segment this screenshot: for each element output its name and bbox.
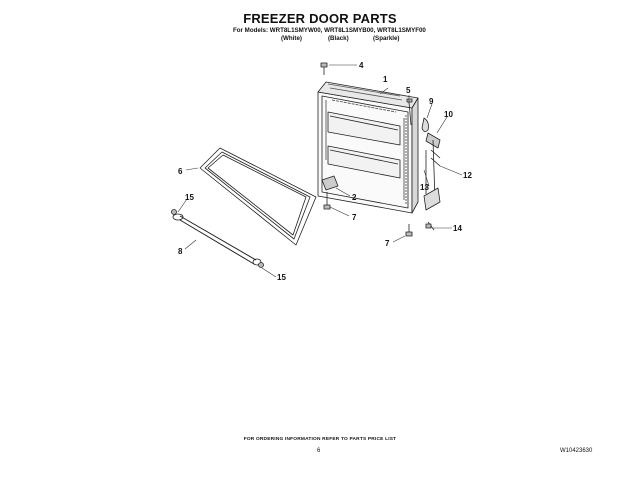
screws-part-12 [431,150,440,166]
callout-15-left: 15 [185,193,194,202]
color-sparkle-label: (Sparkle) [373,35,400,42]
callout-2: 2 [352,193,357,202]
page-title: FREEZER DOOR PARTS [243,11,397,26]
callout-7-right: 7 [385,239,390,248]
page-number: 6 [317,448,321,454]
screw-part-14 [426,222,434,230]
door-gasket [200,148,316,245]
callout-9: 9 [429,97,434,106]
screw-part-4 [321,63,327,75]
callout-7-center: 7 [352,213,357,222]
hinge-pin-part-9 [422,118,429,132]
document-id: W10423630 [560,448,593,454]
callout-14: 14 [453,224,462,233]
color-white-label: (White) [281,35,302,42]
callout-5: 5 [406,86,411,95]
callout-10: 10 [444,110,453,119]
callout-1: 1 [383,75,388,84]
handle-screw-15 [172,210,264,268]
callout-15-right: 15 [277,273,286,282]
ordering-note: FOR ORDERING INFORMATION REFER TO PARTS PRICE LIST [243,437,397,442]
freezer-door-panel [318,82,418,213]
color-black-label: (Black) [328,35,349,42]
models-line: For Models: WRT8L1SMYW00, WRT8L1SMYB00, WRT8L1SMYF00 [233,27,426,34]
callout-8: 8 [178,247,183,256]
callout-12: 12 [463,171,472,180]
screw-part-7-right [406,224,412,236]
door-handle [173,214,261,265]
callout-13: 13 [420,183,429,192]
callout-6: 6 [178,167,183,176]
callout-4: 4 [359,61,364,70]
